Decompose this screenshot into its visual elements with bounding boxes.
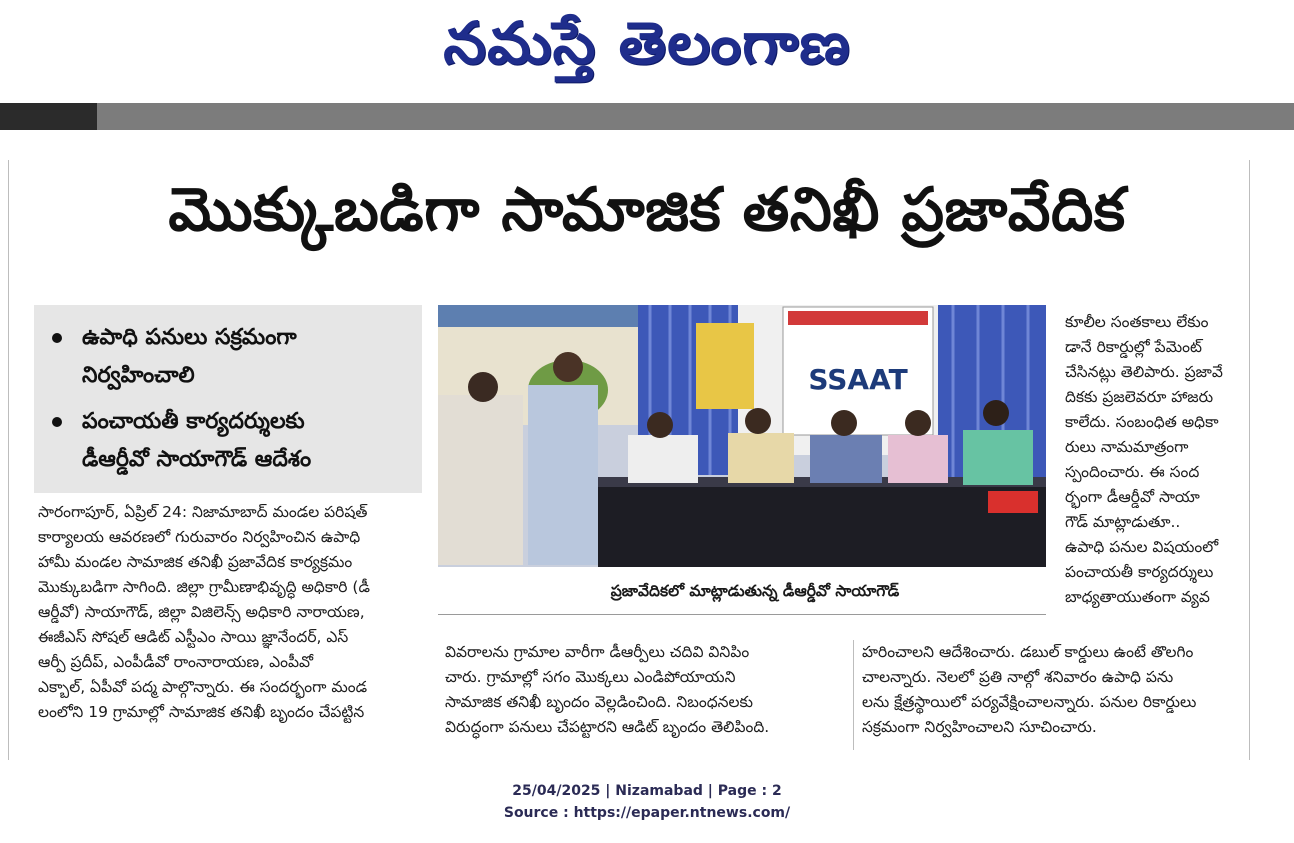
page-footer (0, 780, 1294, 824)
article-line: హామీ మండల సామాజిక తనిఖీ ప్రజావేదిక కార్యక్రమం (38, 553, 353, 571)
article-line: విరుద్ధంగా పనులు చేపట్టారని ఆడిట్ బృందం తెలిపింది. (445, 718, 770, 736)
masthead-rule-bar (0, 103, 1294, 130)
article-column-left (38, 500, 422, 725)
article-line: ర్భంగా డీఆర్డీవో సాయా (1065, 488, 1200, 506)
article-line: ఎక్బాల్, ఏపీవో పద్మ పాల్గొన్నారు. ఈ సందర్భంగా మండ (38, 678, 368, 696)
footer-source: Source : https://epaper.ntnews.com/ (503, 805, 791, 821)
article-line: హరించాలని ఆదేశించారు. డబుల్ కార్డులు ఉంటే తొలగిం (862, 643, 1194, 661)
bullet-icon (52, 417, 62, 427)
article-line: కార్యాలయ ఆవరణలో గురువారం నిర్వహించిన ఉపాధి (38, 528, 361, 546)
article-line: స్పందించారు. ఈ సంద (1065, 463, 1200, 481)
article-line: బాధ్యతాయుతంగా వ్యవ (1065, 588, 1210, 606)
article-line: మొక్కుబడిగా సాగింది. జిల్లా గ్రామీణాభివృద్ధి అధికారి (డీ (38, 578, 370, 596)
article-column-right (1065, 310, 1245, 610)
masthead-logo: నమస్తే తెలంగాణ (443, 9, 851, 77)
article-line: సారంగాపూర్, ఏప్రిల్ 24: నిజామాబాద్ మండల పరిషత్ (38, 503, 368, 521)
highlight-line: నిర్వహించాలి (82, 363, 195, 388)
article-line: కాలేదు. సంబంధిత అధికా (1065, 413, 1219, 431)
caption-rule (438, 614, 1046, 615)
masthead-rule-accent (0, 103, 97, 130)
article-line: డానే రికార్డుల్లో పేమెంట్ (1065, 338, 1202, 356)
article-line: సక్రమంగా నిర్వహించాలని సూచించారు. (862, 718, 1097, 736)
article-line: లను క్షేత్రస్థాయిలో పర్యవేక్షించాలన్నారు. పనుల రికార్డులు (862, 693, 1197, 711)
article-line: ఉపాధి పనుల విషయంలో (1065, 538, 1219, 556)
article-line: రులు నామమాత్రంగా (1065, 438, 1189, 456)
bullet-icon (52, 333, 62, 343)
article-column-middle (445, 640, 847, 740)
banner-text: SSAAT (808, 363, 908, 396)
article-line: లంలోని 19 గ్రామాల్లో సామాజిక తనిఖీ బృందం చేపట్టిన (38, 703, 365, 721)
article-line: సామాజిక తనిఖీ బృందం వెల్లడించింది. నిబంధనలకు (445, 693, 753, 711)
masthead (0, 0, 1294, 100)
highlight-line: పంచాయతీ కార్యదర్శులకు (82, 409, 305, 434)
article-line: ఆర్పీ ప్రదీప్, ఎంపీడీవో రాంనారాయణ, ఎంపీవో (38, 653, 314, 671)
highlight-line: ఉపాధి పనులు సక్రమంగా (82, 325, 297, 350)
headline: మొక్కుబడిగా సామాజిక తనిఖీ ప్రజావేదిక (168, 175, 1126, 245)
article-line: ఈజీఎస్ సోషల్ ఆడిట్ ఎస్టీఎం సాయి జ్ఞానేందర్, ఎస్ (38, 628, 349, 646)
article-line: ఆర్డీవో) సాయాగౌడ్, జిల్లా విజిలెన్స్ అధికారి నారాయణ, (38, 603, 365, 621)
footer-edition-info: 25/04/2025 | Nizamabad | Page : 2 (512, 783, 782, 799)
article-column-right-continued (862, 640, 1246, 740)
article-line: వివరాలను గ్రామాల వారీగా డీఆర్పీలు చదివి వినిపిం (445, 643, 750, 661)
highlights-box (34, 305, 422, 493)
highlight-line: డీఆర్డీవో సాయాగౌడ్ ఆదేశం (82, 447, 312, 472)
photo-caption: ప్రజావేదికలో మాట్లాడుతున్న డీఆర్డీవో సాయాగౌడ్ (610, 582, 900, 600)
article-line: చారు. గ్రామాల్లో సగం మొక్కలు ఎండిపోయాయని (445, 668, 736, 686)
article-line: గౌడ్ మాట్లాడుతూ.. (1065, 513, 1181, 531)
news-photo (438, 305, 1046, 567)
article-line: పంచాయతీ కార్యదర్శులు (1065, 563, 1214, 581)
article-line: దికకు ప్రజలెవరూ హాజరు (1065, 388, 1214, 406)
column-divider (853, 640, 854, 750)
article-line: చేసినట్లు తెలిపారు. ప్రజావే (1065, 363, 1223, 381)
article-line: చాలన్నారు. నెలలో ప్రతి నాల్గో శనివారం ఉపాధి పను (862, 668, 1174, 686)
article-line: కూలీల సంతకాలు లేకుం (1065, 313, 1209, 331)
